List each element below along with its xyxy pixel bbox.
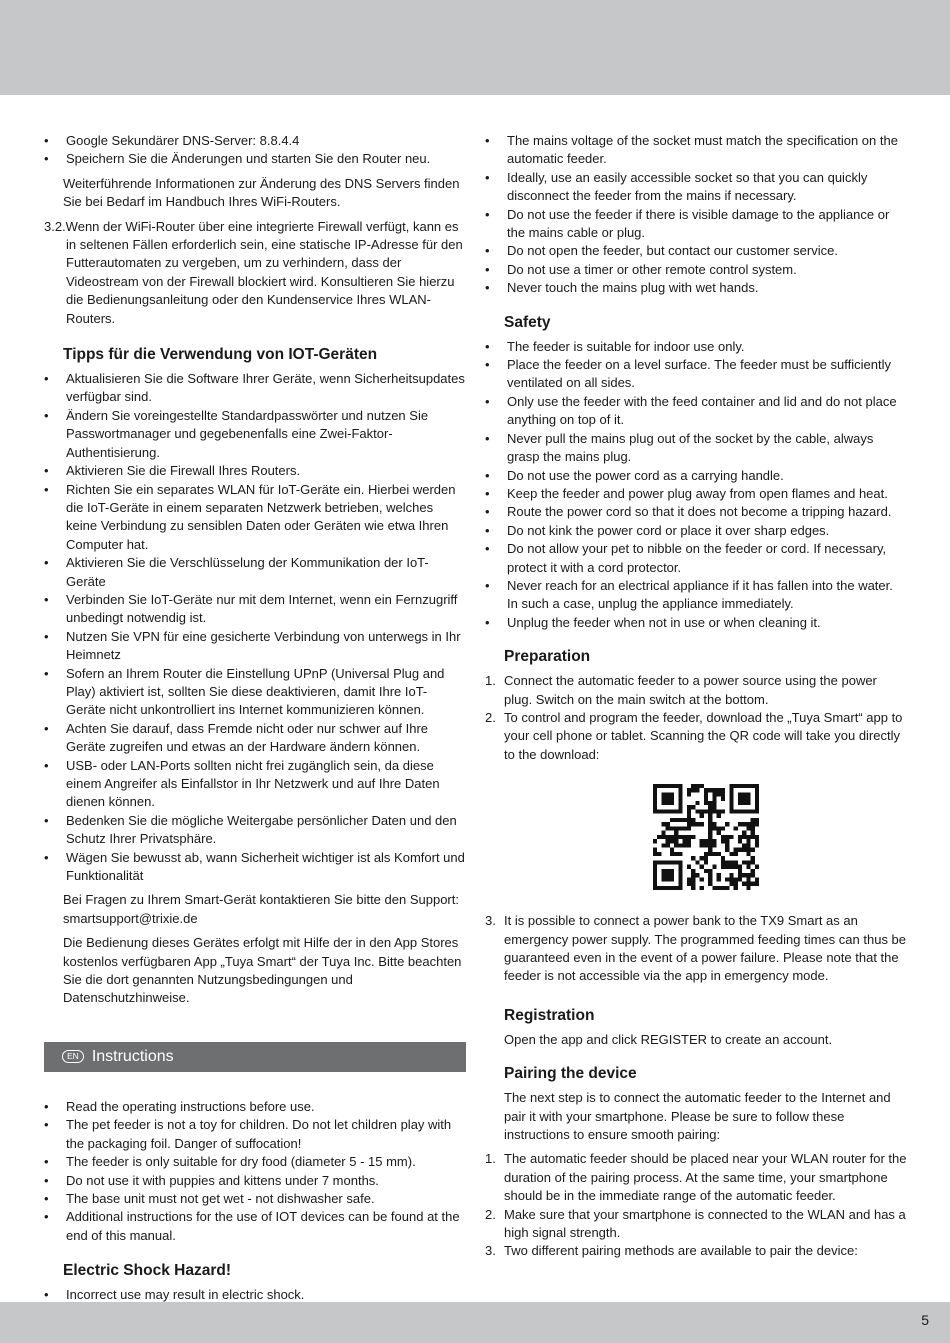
mains-list [485,132,907,298]
qr-code [485,784,907,890]
list-item: • Speichern Sie die Änderungen und starten Sie den Router neu. [44,150,466,168]
list-item: • Never reach for an electrical appliance if it has fallen into the water. In such a case, unplug the appliance immediately. [485,577,907,614]
list-item: • Only use the feeder with the feed container and lid and do not place anything on top of it. [485,393,907,430]
list-item: • The feeder is suitable for indoor use only. [485,338,907,356]
header-band [0,0,950,95]
step-text: The automatic feeder should be placed near your WLAN router for the duration of the pairing process. At the same time, your smartphone should be in the immediate range of the automatic feeder. [504,1151,907,1204]
safety-list [485,338,907,633]
list-item: • Do not use the feeder if there is visible damage to the appliance or the mains cable or plug. [485,206,907,243]
right-column [485,132,907,1261]
list-item: • Ändern Sie voreingestellte Standardpasswörter und nutzen Sie Passwortmanager und gegebenenfalls eine Zwei-Faktor-Authentisierung. [44,407,466,462]
step-number: 1. [485,673,496,689]
step-number: 3. [485,913,496,929]
iot-heading: Tipps für die Verwendung von IOT-Geräten [63,346,378,364]
list-item [485,709,907,764]
list-item: • Google Sekundärer DNS-Server: 8.8.4.4 [44,132,466,150]
list-item: • Richten Sie ein separates WLAN für IoT-Geräte ein. Hierbei werden die IoT-Geräte in einem separaten Netzwerk betrieben, welches keine Verbindung zu sensiblen Daten oder Geräten wie etwa Ihren Computer hat. [44,481,466,555]
step-text: To control and program the feeder, download the „Tuya Smart“ app to your cell phone or tablet. Scanning the QR code will take you directly to the download: [504,709,903,762]
list-item: • Keep the feeder and power plug away from open flames and heat. [485,485,907,503]
preparation-step-3 [485,912,907,986]
list-item: • Verbinden Sie IoT-Geräte nur mit dem Internet, wenn ein Fernzugriff unbedingt notwendig ist. [44,591,466,628]
list-item: • Aktivieren Sie die Verschlüsselung der Kommunikation der IoT-Geräte [44,554,466,591]
list-item: • Ideally, use an easily accessible socket so that you can quickly disconnect the feeder from the mains if necessary. [485,169,907,206]
list-item: • Do not kink the power cord or place it over sharp edges. [485,522,907,540]
list-item: • Do not open the feeder, but contact our customer service. [485,242,907,260]
step-number: 3. [485,1243,496,1259]
instructions-section-bar [44,1042,466,1072]
list-item: • Place the feeder on a level surface. The feeder must be sufficiently ventilated on all sides. [485,356,907,393]
page-number: 5 [921,1312,929,1328]
step-number: 2. [485,709,496,725]
pairing-text: The next step is to connect the automatic feeder to the Internet and pair it with your smartphone. Please be sure to follow these instructions to ensure smooth pairing: [504,1090,891,1143]
list-item: • The base unit must not get wet - not dishwasher safe. [44,1190,466,1208]
dns-list [44,132,466,169]
list-item: • Never touch the mains plug with wet hands. [485,279,907,297]
support-paragraph: Bei Fragen zu Ihrem Smart-Gerät kontaktieren Sie bitte den Support: smartsupport@trixie.de [63,892,459,926]
list-item: • Aktivieren Sie die Firewall Ihres Routers. [44,462,466,480]
list-item: • The feeder is only suitable for dry food (diameter 5 - 15 mm). [44,1153,466,1171]
qr-code-icon [653,784,759,890]
app-paragraph: Die Bedienung dieses Gerätes erfolgt mit Hilfe der in den App Stores kostenlos verfügbaren App „Tuya Smart“ der Tuya Inc. Bitte beachten Sie die dort genannten Nutzungsbedingungen und Datenschutzhinweise. [63,935,462,1006]
list-item: • Additional instructions for the use of IOT devices can be found at the end of this manual. [44,1208,466,1245]
list-item [485,1242,907,1260]
list-item: • Route the power cord so that it does not become a tripping hazard. [485,503,907,521]
step-text: Make sure that your smartphone is connected to the WLAN and has a high signal strength. [504,1206,906,1241]
step-text: Two different pairing methods are available to pair the device: [504,1243,858,1259]
instructions-title: Instructions [91,1047,174,1065]
step-number: 1. [485,1151,496,1167]
preparation-steps [485,672,907,764]
registration-text: Open the app and click REGISTER to create an account. [504,1031,833,1047]
list-item: • Bedenken Sie die mögliche Weitergabe persönlicher Daten und den Schutz Ihrer Privatsphäre. [44,812,466,849]
list-item: • Nutzen Sie VPN für eine gesicherte Verbindung von unterwegs in Ihr Heimnetz [44,628,466,665]
shock-heading: Electric Shock Hazard! [63,1262,231,1280]
step-text: Connect the automatic feeder to a power source using the power plug. Switch on the main switch at the bottom. [504,673,877,707]
list-item: • Aktualisieren Sie die Software Ihrer Geräte, wenn Sicherheitsupdates verfügbar sind. [44,370,466,407]
list-item: • The mains voltage of the socket must match the specification on the automatic feeder. [485,132,907,169]
list-item: • Incorrect use may result in electric shock. [44,1286,466,1304]
list-item: • Do not use it with puppies and kittens under 7 months. [44,1172,466,1190]
pairing-heading: Pairing the device [504,1065,637,1083]
list-item [485,912,907,986]
footer-band [0,1302,950,1343]
list-item: • Sofern an Ihrem Router die Einstellung UPnP (Universal Plug and Play) aktiviert ist, sollten Sie diese deaktivieren, damit Ihre IoT-Geräte nicht unkontrolliert ins Internet kommunizieren können. [44,665,466,720]
left-column [44,132,466,1305]
list-item [485,1206,907,1243]
list-item: • The pet feeder is not a toy for children. Do not let children play with the packaging foil. Danger of suffocation! [44,1116,466,1153]
instructions-list [44,1098,466,1245]
list-item: • Do not allow your pet to nibble on the feeder or cord. If necessary, protect it with a cord protector. [485,540,907,577]
list-item: • Do not use the power cord as a carrying handle. [485,467,907,485]
list-item: • Read the operating instructions before use. [44,1098,466,1116]
list-item: • Achten Sie darauf, dass Fremde nicht oder nur schwer auf Ihre Geräte zugreifen und etwas an der Hardware ändern können. [44,720,466,757]
firewall-paragraph: 3.2.Wenn der WiFi-Router über eine integrierte Firewall verfügt, kann es in seltenen Fällen erforderlich sein, eine statische IP-Adresse für den Futterautomaten zu vergeben, um zu verhindern, dass der Videostream von der Firewall blockiert wird. Konsultieren Sie hierzu die Bedienungsanleitung oder den Kundenservice Ihres WLAN-Routers. [44,218,463,326]
language-badge: EN [62,1050,84,1063]
iot-list [44,370,466,885]
list-item: • Unplug the feeder when not in use or when cleaning it. [485,614,907,632]
preparation-heading: Preparation [504,648,591,666]
registration-heading: Registration [504,1006,595,1024]
safety-heading: Safety [504,313,551,331]
list-item [485,1150,907,1205]
step-number: 2. [485,1206,496,1222]
pairing-steps [485,1150,907,1260]
dns-paragraph: Weiterführende Informationen zur Änderung des DNS Servers finden Sie bei Bedarf im Handbuch Ihres WiFi-Routers. [63,175,460,210]
list-item: • Never pull the mains plug out of the socket by the cable, always grasp the mains plug. [485,430,907,467]
step-text: It is possible to connect a power bank to the TX9 Smart as an emergency power supply. The programmed feeding times can thus be guaranteed even in the event of a power failure. Please note that the feeder is not accessible via the app in emergency mode. [504,913,907,984]
list-item [485,672,907,709]
list-item: • Wägen Sie bewusst ab, wann Sicherheit wichtiger ist als Komfort und Funktionalität [44,849,466,886]
list-item: • Do not use a timer or other remote control system. [485,261,907,279]
list-item: • USB- oder LAN-Ports sollten nicht frei zugänglich sein, da diese einem Angreifer als Einfallstor in Ihr Netzwerk und auf Ihre Daten dienen können. [44,757,466,812]
